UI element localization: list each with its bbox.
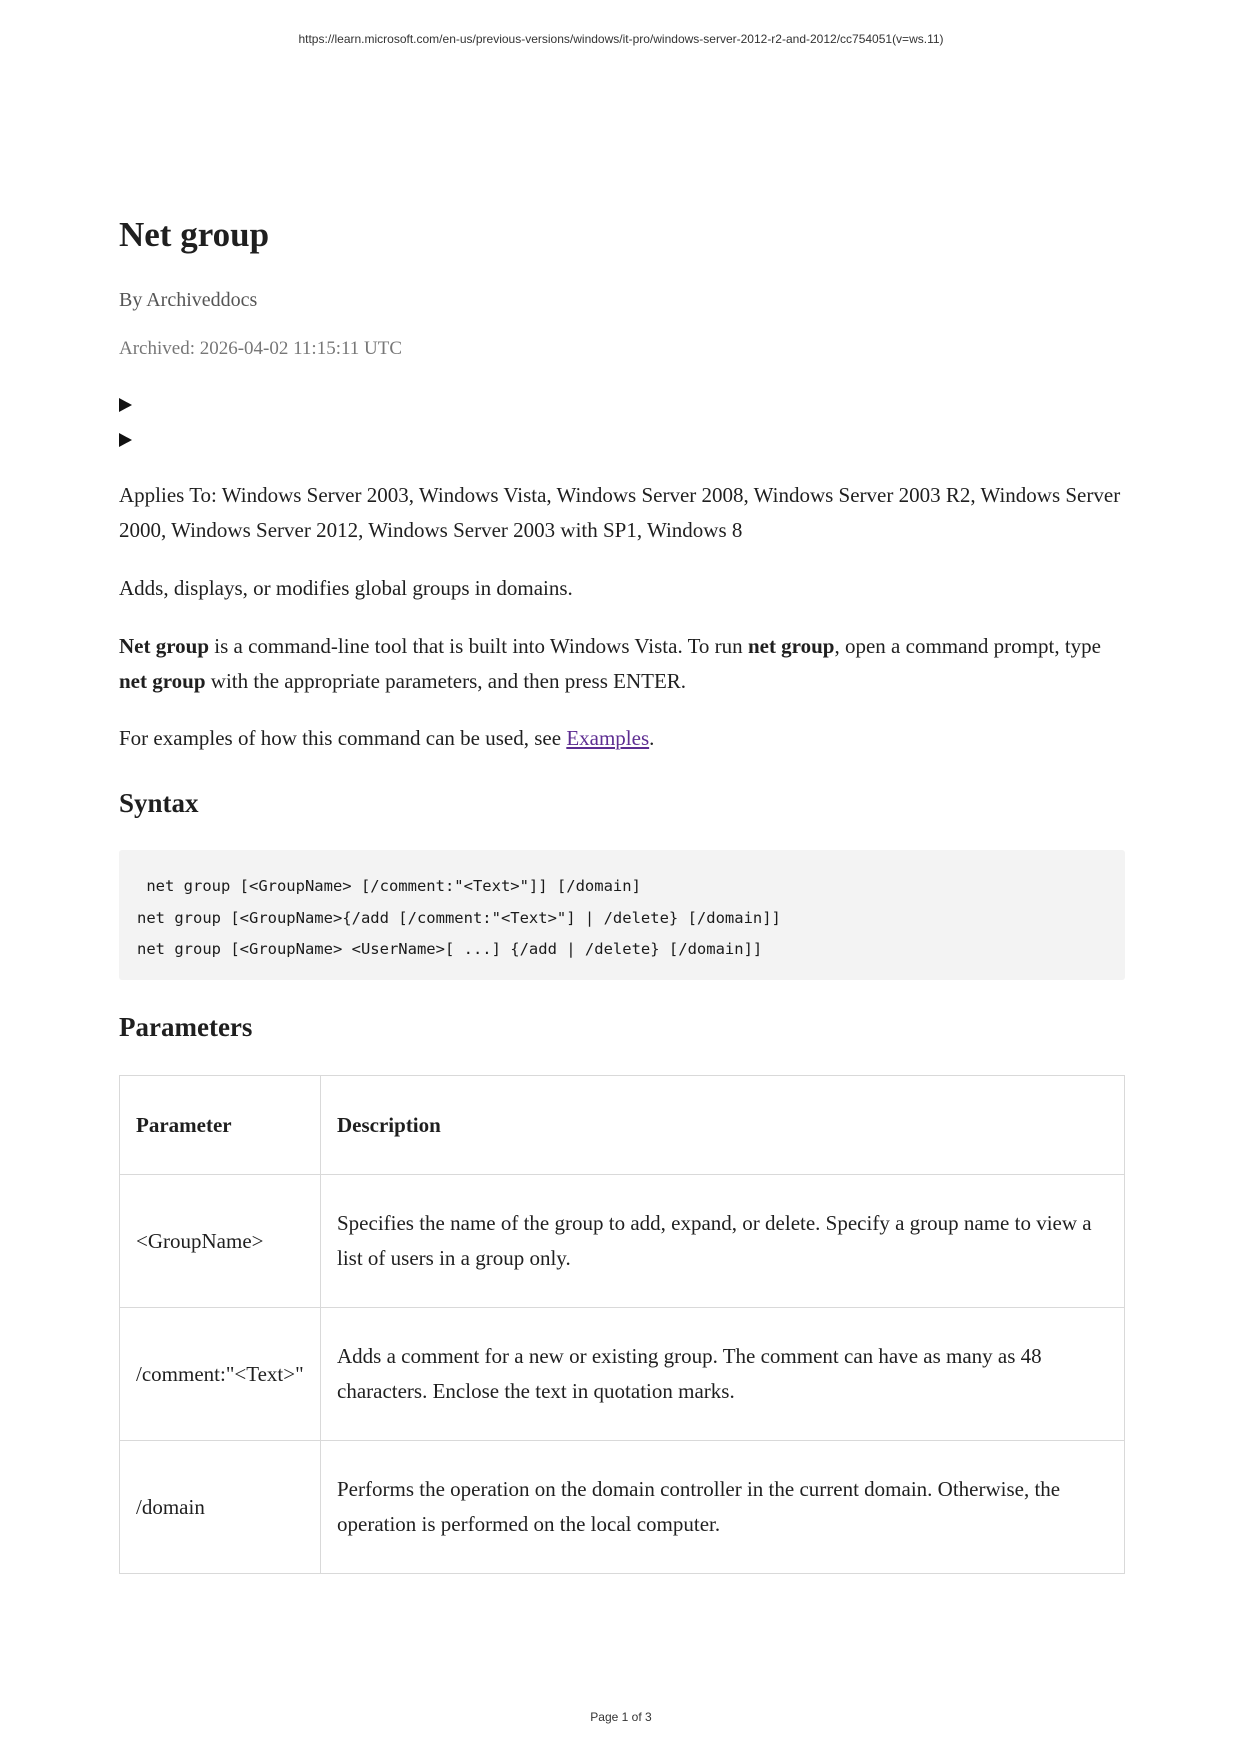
parameters-table xyxy=(119,1075,1125,1574)
table-row xyxy=(120,1441,1125,1574)
intro-text: with the appropriate parameters, and then press ENTER. xyxy=(205,669,687,693)
command-name: net group xyxy=(119,669,206,693)
summary-text: Adds, displays, or modifies global groups in domains. xyxy=(119,576,573,600)
parameter-cell: /domain xyxy=(120,1441,321,1574)
parameter-cell: <GroupName> xyxy=(120,1175,321,1308)
table-header-row xyxy=(120,1076,1125,1175)
disclosure-triangle-icon[interactable] xyxy=(119,433,132,447)
code-line: net group [<GroupName> [/comment:"<Text>"]] [/domain] xyxy=(137,877,641,895)
author-byline: By Archiveddocs xyxy=(119,289,258,311)
code-line: net group [<GroupName>{/add [/comment:"<Text>"] | /delete} [/domain]] xyxy=(137,908,781,927)
column-header-parameter: Parameter xyxy=(120,1076,321,1175)
applies-to-text: Applies To: Windows Server 2003, Windows Vista, Windows Server 2008, Windows Server 2003 R2, Windows Server 2000, Windows Server 2012, Windows Server 2003 with SP1, Windows 8 xyxy=(119,483,1121,542)
intro-text: , open a command prompt, type xyxy=(834,634,1102,658)
description-cell: Specifies the name of the group to add, expand, or delete. Specify a group name to view a list of users in a group only. xyxy=(321,1175,1125,1308)
parameters-heading: Parameters xyxy=(119,1012,253,1042)
description-cell: Adds a comment for a new or existing group. The comment can have as many as 48 characters. Enclose the text in quotation marks. xyxy=(321,1308,1125,1441)
disclosure-triangle-icon[interactable] xyxy=(119,398,132,412)
page-title: Net group xyxy=(119,215,270,254)
intro-paragraph xyxy=(119,629,1125,699)
syntax-heading: Syntax xyxy=(119,788,199,818)
examples-paragraph xyxy=(119,721,1125,756)
examples-suffix: . xyxy=(649,726,655,750)
page-number: Page 1 of 3 xyxy=(590,1710,652,1724)
command-name: Net group xyxy=(119,634,210,658)
page-url-header: https://learn.microsoft.com/en-us/previous-versions/windows/it-pro/windows-server-2012-r2-and-2012/cc754051(v=ws.11) xyxy=(298,32,944,46)
table-row xyxy=(120,1308,1125,1441)
command-name: net group xyxy=(747,634,835,658)
intro-text: is a command-line tool that is built into Windows Vista. To run xyxy=(209,634,748,658)
examples-link[interactable]: Examples xyxy=(566,726,650,750)
examples-prefix: For examples of how this command can be used, see xyxy=(119,726,567,750)
table-row xyxy=(120,1175,1125,1308)
code-line: net group [<GroupName> <UserName>[ ...] {/add | /delete} [/domain]] xyxy=(137,940,763,958)
column-header-description: Description xyxy=(321,1076,1125,1175)
description-cell: Performs the operation on the domain controller in the current domain. Otherwise, the operation is performed on the local computer. xyxy=(321,1441,1125,1574)
syntax-code-block xyxy=(119,850,1125,980)
parameter-cell: /comment:"<Text>" xyxy=(120,1308,321,1441)
archived-timestamp: Archived: 2026-04-02 11:15:11 UTC xyxy=(119,338,403,359)
